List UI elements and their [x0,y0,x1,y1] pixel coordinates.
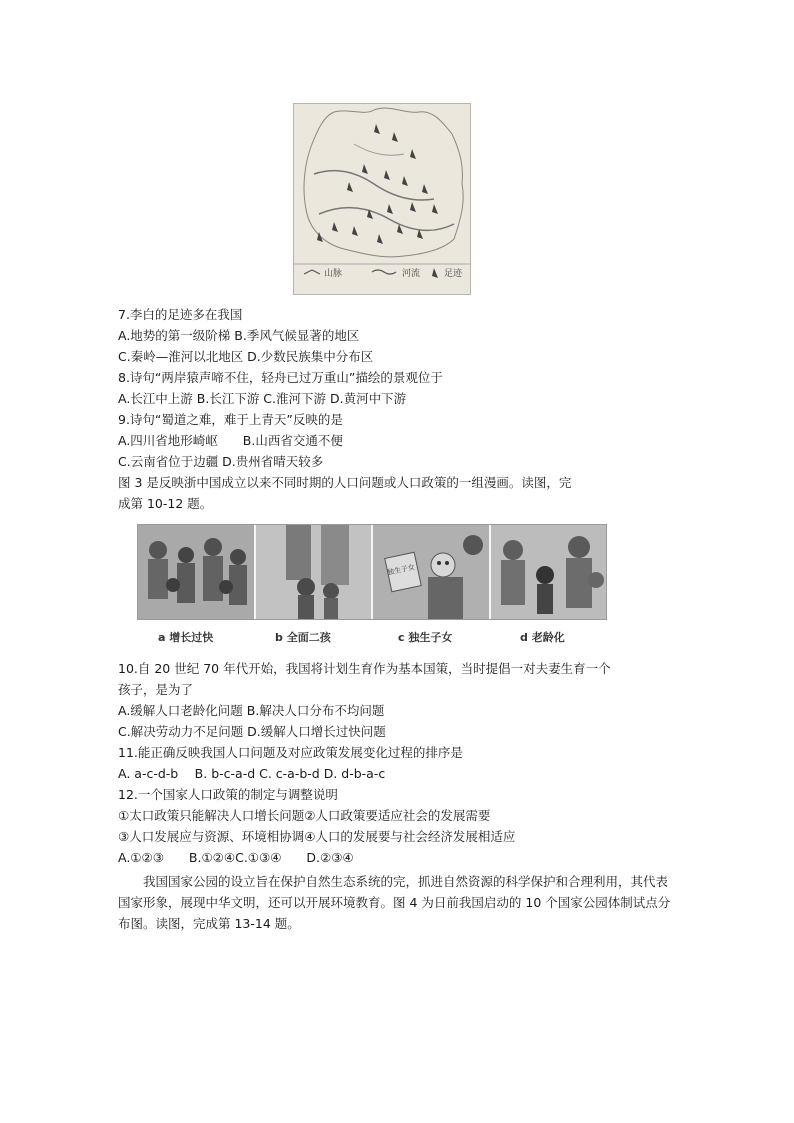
q12-stem: 12.一个国家人口政策的制定与调整说明 [118,787,338,802]
q10-stem-cont: 孩子，是为了 [118,682,194,697]
comic-panel-d [491,525,607,619]
aging-drawing [491,525,607,619]
comic-caption-b: b 全面二孩 [275,631,331,644]
q7-stem: 7.李白的足迹多在我国 [118,307,243,322]
q12-statements-34: ③人口发展应与资源、环境相协调④人口的发展要与社会经济发展相适应 [118,829,516,844]
q8-options: A.长江中上游 B.长江下游 C.淮河下游 D.黄河中下游 [118,391,407,406]
comic-panel-a [138,525,256,619]
fig3-intro: 图 3 是反映浙中国成立以来不同时期的人口问题或人口政策的一组漫画。读图，完 [118,475,572,490]
comic-caption-a: a 增长过快 [158,631,214,644]
comic-caption-c: c 独生子女 [398,631,453,644]
legend-mountain: 山脉 [324,269,343,279]
comic-caption-d: d 老龄化 [520,631,565,644]
q12-statements-12: ①太口政策只能解决人口增长问题②人口政策要适应社会的发展需要 [118,808,491,823]
q12-options: A.①②③ B.①②④C.①③④ D.②③④ [118,850,354,865]
comic-panel-c [373,525,491,619]
q11-stem: 11.能正确反映我国人口问题及对应政策发展变化过程的排序是 [118,745,463,760]
fig3-intro-cont: 成第 10-12 题。 [118,496,213,511]
two-children-family-drawing [256,525,372,619]
population-comic-strip [137,524,607,620]
one-child-book-text: 独生子女 [386,563,416,577]
legend-river: 河流 [402,269,421,279]
q8-stem: 8.诗句“两岸猿声啼不住，轻舟已过万重山”描绘的景观位于 [118,370,443,385]
q10-options-ab: A.缓解人口老龄化问题 B.解决人口分布不均问题 [118,703,385,718]
q9-options-ab: A.四川省地形崎岖 B.山西省交通不便 [118,433,343,448]
q9-options-cd: C.云南省位于边疆 D.贵州省晴天较多 [118,454,324,469]
china-map-figure [293,103,471,295]
q7-options-cd: C.秦岭—淮河以北地区 D.少数民族集中分布区 [118,349,374,364]
q11-options: A. a-c-d-b B. b-c-a-d C. c-a-b-d D. d-b-a-c [118,766,386,781]
q10-stem: 10.自 20 世纪 70 年代开始，我国将计划生育作为基本国策，当时提倡一对夫妻生育一个 [118,661,611,676]
comic-panel-b [256,525,374,619]
crowd-drawing [138,525,254,619]
q10-options-cd: C.解决劳动力不足问题 D.缓解人口增长过快问题 [118,724,386,739]
legend-footprint: 足迹 [444,269,463,279]
q7-options-ab: A.地势的第一级阶梯 B.季风气候显著的地区 [118,328,360,343]
national-park-paragraph: 我国国家公园的设立旨在保护自然生态系统的完，抓进自然资源的科学保护和合理利用，其代表国家形象，展现中华文明，还可以开展环境教育。图 4 为日前我国启动的 10 个国家公园体制试点分布图。读图，完成第 13-14 题。 [118,874,671,931]
q9-stem: 9.诗句“蜀道之难，难于上青天”反映的是 [118,412,343,427]
